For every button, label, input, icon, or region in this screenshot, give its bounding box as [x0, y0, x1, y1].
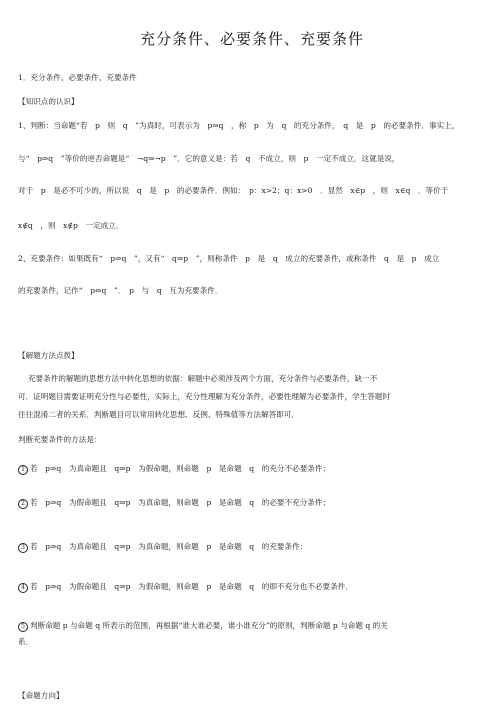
circled-number: 5 [18, 622, 28, 632]
rule-text: 若 p⇒q 为真命题且 q⇒p 为真命题，则命题 p 是命题 q 的充要条件； [30, 542, 308, 551]
method-line4: 判断充要条件的方法是： [18, 435, 102, 444]
rule-item-4 [18, 581, 353, 593]
method-line2: 可．证明题目需要证明充分性与必要性，实际上，充分性理解为充分条件，必要性理解为必要条件，学生答题时 [18, 392, 391, 401]
direction-header: 【命题方向】 [18, 691, 64, 700]
method-line3: 往往混淆二者的关系．判断题目可以常用转化思想、反例、特殊值等方法解答即可． [18, 410, 299, 419]
page-title: 充分条件、必要条件、充要条件 [139, 30, 364, 48]
circled-number: 3 [18, 543, 28, 553]
rule-text: 若 p⇒q 为假命题且 q⇒p 为假命题，则命题 p 是命题 q 的即不充分也不必要条件． [30, 582, 353, 591]
para1-line2: 与“ p⇒q ”等价的逆否命题是“ ¬q⇒¬p ”．它的意义是：若 q 不成立，则 p 一定不成立．这就是说， [18, 154, 400, 163]
method-header: 【解题方法点拨】 [18, 351, 79, 360]
para2-line1: 2、充要条件：如果既有“ p⇒q ”，又有“ q⇒p ”，则称条件 p 是 q 成立的充要条件，或称条件 q 是 p 成立 [18, 254, 440, 263]
para2-line2: 的充要条件，记作“ p⇔q ”． p 与 q 互为充要条件． [18, 286, 223, 295]
rule-item-5-cont: 系． [18, 637, 34, 646]
section-heading: 1．充分条件、必要条件、充要条件 [18, 73, 137, 82]
circled-number: 4 [18, 583, 28, 593]
rule-text: 若 p⇒q 为假命题且 q⇒p 为真命题，则命题 p 是命题 q 的必要不充分条件； [30, 498, 331, 507]
circled-number: 1 [18, 465, 28, 475]
method-line1: 充要条件的解题的思想方法中转化思想的依据：解题中必须涉及两个方面，充分条件与必要条件，缺一不 [28, 374, 378, 383]
rule-item-3 [18, 541, 307, 553]
rule-text: 判断命题 p 与命题 q 所表示的范围，再根据“谁大谁必要，谁小谁充分”的原则，判断命题 p 与命题 q 的关 [30, 621, 388, 630]
circled-number: 2 [18, 499, 28, 509]
rule-text: 若 p⇒q 为真命题且 q⇒p 为假命题，则命题 p 是命题 q 的充分不必要条件； [30, 464, 331, 473]
knowledge-header: 【知识点的认识】 [18, 97, 79, 106]
para1-line4: x∉q ，则 x∉p 一定成立． [18, 221, 124, 230]
rule-item-2 [18, 497, 330, 509]
rule-item-5 [18, 620, 388, 632]
para1-line3: 对于 p 是必不可少的，所以说 q 是 p 的必要条件．例如： p：x>2；q：x>0 ．显然 x∈p ，则 x∈q ．等价于 [18, 186, 449, 195]
rule-item-1 [18, 463, 330, 475]
para1-line1: 1、判断：当命题“若 p 则 q ”为真时，可表示为 p⇒q ，称 p 为 q 的充分条件， q 是 p 的必要条件．事实上， [18, 121, 460, 130]
